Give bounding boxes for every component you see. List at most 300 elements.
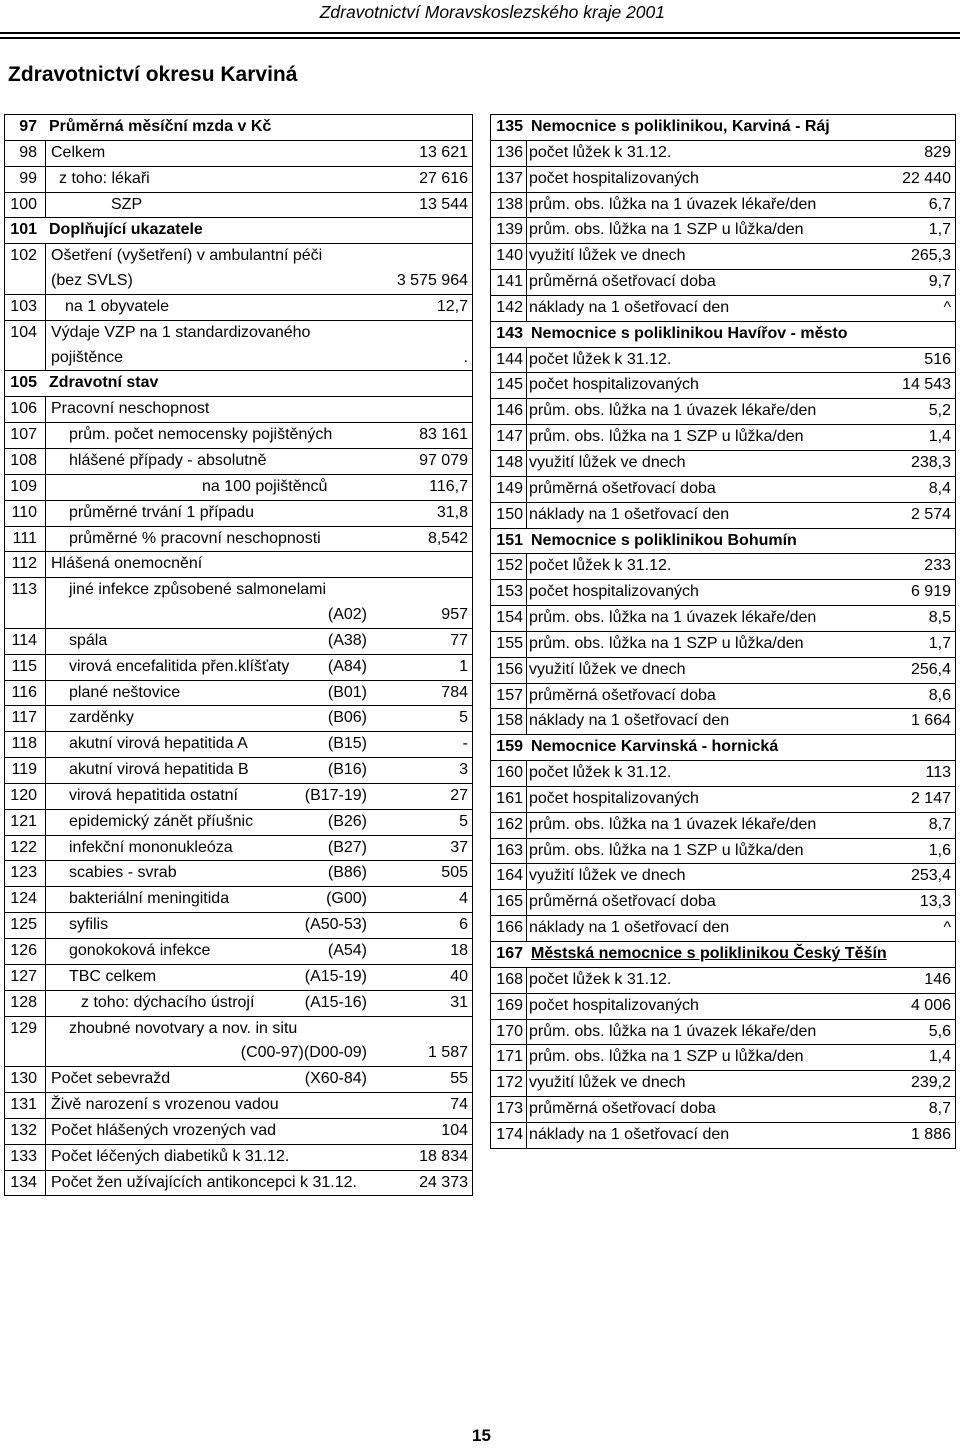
table-row [491,1122,955,1148]
row-number: 139 [496,221,523,239]
table-row [5,860,472,886]
table-row [5,217,472,243]
table-row [491,476,955,502]
row-value: 5 [459,812,468,830]
row-number: 159 [496,738,523,756]
row-value: 233 [924,557,951,575]
row-label: náklady na 1 ošetřovací den [529,298,730,316]
row-label: prům. obs. lůžka na 1 úvazek lékaře/den [529,195,817,213]
table-row [491,605,955,631]
table-row [491,760,955,786]
row-number: 162 [496,815,523,833]
row-number: 169 [496,996,523,1014]
row-label: virová encefalitida přen.klíšťaty [69,657,290,675]
row-label: počet hospitalizovaných [529,169,699,187]
table-row [5,654,472,680]
row-number: 133 [10,1147,37,1165]
row-value: 83 161 [419,426,468,444]
row-number: 170 [496,1022,523,1040]
row-label: spála [69,631,108,649]
row-number: 137 [496,169,523,187]
row-value: 1,4 [928,428,951,446]
row-label: průměrné trvání 1 případu [69,503,254,521]
row-number: 150 [496,505,523,523]
row-number: 154 [496,609,523,627]
left-table [4,114,473,1196]
table-row [491,347,955,373]
table-row [5,1170,472,1196]
row-number: 143 [496,324,523,342]
row-value: 256,4 [910,660,951,678]
table-row [491,1044,955,1070]
row-value: 1 886 [910,1125,951,1143]
table-row [5,396,472,422]
row-value [5,321,468,346]
row-value: 253,4 [910,867,951,885]
row-number: 97 [19,118,37,135]
table-row [491,1070,955,1096]
row-code: (C00-97)(D00-09) [240,1044,367,1062]
table-row [5,166,472,192]
row-value: 12,7 [436,297,468,315]
row-label: Počet žen užívajících antikoncepci k 31.12. [51,1173,357,1191]
row-value: 505 [441,864,468,882]
row-label: scabies - svrab [69,864,177,882]
row-value: 239,2 [910,1074,951,1092]
row-label: gonokoková infekce [69,942,211,959]
row-number: 99 [19,169,37,187]
row-value: 8,7 [928,815,951,833]
row-number: 118 [11,735,37,753]
table-row [5,551,472,577]
row-code: (B06) [327,709,367,727]
row-label: prům. obs. lůžka na 1 SZP u lůžka/den [529,634,804,652]
row-value: 6 [459,916,468,934]
row-label: využití lůžek ve dnech [529,660,686,678]
table-row [491,321,955,347]
table-row [491,812,955,838]
row-label: Počet hlášených vrozených vad [51,1121,277,1139]
row-value: 4 [459,890,468,908]
row-number: 136 [496,143,523,161]
row-value: 55 [450,1070,468,1088]
row-number: 144 [496,350,523,368]
row-number: 156 [496,660,523,678]
row-number: 157 [496,686,523,704]
row-code: (B16) [327,761,367,779]
row-label: prům. obs. lůžka na 1 SZP u lůžka/den [529,428,804,446]
table-row [491,502,955,528]
row-number: 151 [496,531,523,549]
row-code: (G00) [326,890,367,908]
row-value: 4 006 [910,996,951,1014]
row-value: 6 919 [910,583,951,601]
table-row [5,294,472,320]
row-label: náklady na 1 ošetřovací den [529,919,730,937]
row-label: prům. obs. lůžka na 1 úvazek lékaře/den [529,1022,817,1040]
table-row [491,631,955,657]
row-label: Průměrná měsíční mzda v Kč [49,118,272,135]
row-value: 146 [924,970,951,988]
row-number: 111 [12,529,37,547]
row-value [491,115,951,140]
row-value: 238,3 [910,453,951,471]
table-row [491,786,955,812]
row-label: Zdravotní stav [49,374,159,392]
row-label: využití lůžek ve dnech [529,453,686,471]
row-value: 2 147 [910,789,951,807]
table-row [5,192,472,218]
row-number: 152 [496,557,523,575]
table-row [491,838,955,864]
row-label: epidemický zánět příušnic [69,812,254,830]
row-value [5,552,468,577]
row-number: 138 [496,195,523,213]
row-label: náklady na 1 ošetřovací den [529,505,730,523]
row-label: prům. obs. lůžka na 1 SZP u lůžka/den [529,221,804,239]
table-row [491,941,955,967]
table-row [5,1092,472,1118]
row-number: 103 [10,297,37,315]
row-number: 173 [496,1100,523,1118]
row-label: Doplňující ukazatele [49,221,203,239]
row-value: 1 [459,657,468,675]
table-row [5,990,472,1016]
row-label: prům. obs. lůžka na 1 úvazek lékaře/den [529,402,817,420]
table-row [5,783,472,809]
table-row [491,166,955,192]
row-label: SZP [111,195,143,213]
table-row [491,708,955,734]
row-label: Pracovní neschopnost [51,400,210,418]
table-row [491,1096,955,1122]
row-number: 127 [10,967,37,985]
row-label: prům. obs. lůžka na 1 úvazek lékaře/den [529,609,817,627]
table-row [491,734,955,760]
row-code: (B01) [327,683,367,701]
table-row [491,553,955,579]
table-row [491,1019,955,1045]
row-label: průměrná ošetřovací doba [529,273,716,291]
table-row [5,912,472,938]
row-value [5,244,468,269]
row-number: 115 [11,657,37,675]
row-label: na 1 obyvatele [65,297,170,315]
row-value [5,1017,468,1042]
row-label: prům. obs. lůžka na 1 SZP u lůžka/den [529,841,804,859]
table-row [491,424,955,450]
row-value: 77 [450,631,468,649]
row-value: 27 [450,786,468,804]
row-number: 166 [496,919,523,937]
row-value: 2 574 [910,505,951,523]
row-value: 18 [450,942,468,959]
row-number: 134 [10,1173,37,1191]
row-code: (B27) [327,838,367,856]
row-number: 125 [10,916,37,934]
table-row [5,1118,472,1144]
row-number: 163 [496,841,523,859]
row-number: 124 [10,890,37,908]
row-number: 104 [10,323,37,341]
row-code: (A84) [327,657,367,675]
row-label: z toho: lékaři [59,169,150,187]
page-number: 15 [472,1426,491,1445]
row-label: využití lůžek ve dnech [529,867,686,885]
row-label: průměrná ošetřovací doba [529,686,716,704]
row-label: prům. počet nemocensky pojištěných [69,426,333,444]
row-value [491,942,951,967]
row-value: 1 664 [910,712,951,730]
table-row [5,731,472,757]
row-label: zhoubné novotvary a nov. in situ [69,1019,298,1037]
row-value [5,115,468,140]
table-row [491,657,955,683]
table-row [491,398,955,424]
row-label: průměrná ošetřovací doba [529,1100,716,1118]
row-value: 22 440 [902,169,951,187]
row-label: pojištěnce [51,348,124,366]
table-row [5,422,472,448]
row-number: 105 [10,374,37,392]
table-row [5,886,472,912]
row-number: 135 [496,118,523,135]
table-row [5,1041,472,1066]
row-number: 158 [496,712,523,730]
row-value: 8,7 [928,1100,951,1118]
header-rule-2 [0,37,960,39]
row-value: 3 [459,761,468,779]
table-row [5,346,472,371]
row-label: infekční mononukleóza [69,838,233,856]
table-row [5,1144,472,1170]
row-label: počet lůžek k 31.12. [529,143,672,161]
row-number: 164 [496,867,523,885]
row-label: bakteriální meningitida [69,890,230,908]
row-code: (A54) [327,942,367,959]
row-code: (B15) [327,735,367,753]
row-label: náklady na 1 ošetřovací den [529,712,730,730]
row-value [491,529,951,554]
row-number: 112 [11,555,37,573]
row-value: 13,3 [919,893,951,911]
table-row [491,967,955,993]
row-number: 126 [10,942,37,959]
table-row [491,683,955,709]
table-row [491,217,955,243]
row-label: počet lůžek k 31.12. [529,350,672,368]
row-value: 18 834 [419,1147,468,1165]
row-value: 1,7 [928,221,951,239]
row-label: počet hospitalizovaných [529,583,699,601]
row-value: 8,4 [928,479,951,497]
row-code: (A50-53) [304,916,367,934]
row-label: jiné infekce způsobené salmonelami [69,581,327,599]
row-value: - [462,735,468,753]
row-number: 108 [10,451,37,469]
row-value [491,322,951,347]
table-row [5,577,472,603]
row-value: 14 543 [902,376,951,394]
table-row [491,528,955,554]
row-label: Městská nemocnice s poliklinikou Český Těšín [531,945,887,962]
row-number: 146 [496,402,523,420]
row-label: Nemocnice s poliklinikou, Karviná - Ráj [531,118,830,135]
row-value [5,397,468,422]
table-row [491,140,955,166]
row-label: Nemocnice s poliklinikou Bohumín [531,531,797,549]
row-label: Nemocnice Karvinská - hornická [531,738,779,756]
row-label: prům. obs. lůžka na 1 SZP u lůžka/den [529,1048,804,1066]
row-value: 6,7 [928,195,951,213]
table-row [491,579,955,605]
right-table [490,114,956,1149]
row-label: počet lůžek k 31.12. [529,970,672,988]
row-label: Živě narození s vrozenou vadou [51,1096,279,1114]
row-value: 957 [441,606,468,624]
row-label: Počet sebevražd [51,1070,171,1088]
table-row [5,835,472,861]
row-label: plané neštovice [69,683,181,701]
row-number: 174 [496,1125,523,1143]
row-value: 5,2 [928,402,951,420]
row-label: zarděnky [69,709,134,727]
row-code: (A15-16) [304,993,367,1011]
row-value: ^ [943,298,951,316]
table-row [491,915,955,941]
row-label: akutní virová hepatitida B [69,761,249,779]
row-value: 74 [450,1096,468,1114]
table-row [5,964,472,990]
row-number: 131 [10,1096,37,1114]
row-number: 117 [11,709,37,727]
row-number: 121 [10,812,37,830]
row-label: počet hospitalizovaných [529,996,699,1014]
row-label: Ošetření (vyšetření) v ambulantní péči [51,247,323,265]
row-value [491,735,951,760]
row-number: 130 [10,1070,37,1088]
row-code: (B17-19) [304,786,367,804]
row-label: průměrná ošetřovací doba [529,479,716,497]
table-row [5,1016,472,1042]
row-number: 148 [496,453,523,471]
row-value: 829 [924,143,951,161]
table-row [491,889,955,915]
table-row [491,295,955,321]
table-row [5,370,472,396]
row-value: 13 621 [419,143,468,161]
row-number: 167 [496,945,523,962]
table-row [5,140,472,166]
row-number: 160 [496,764,523,782]
row-number: 122 [10,838,37,856]
row-number: 168 [496,970,523,988]
table-row [5,500,472,526]
row-number: 123 [10,864,37,882]
table-row [5,115,472,140]
row-label: Nemocnice s poliklinikou Havířov - město [531,324,848,342]
row-code: (A02) [327,606,367,624]
row-value: 1,7 [928,634,951,652]
row-number: 172 [496,1074,523,1092]
row-value: 27 616 [419,169,468,187]
table-row [491,269,955,295]
table-row [491,993,955,1019]
row-number: 145 [496,376,523,394]
row-value: 5 [459,709,468,727]
row-value: 1,6 [928,841,951,859]
row-number: 171 [496,1048,523,1066]
row-number: 149 [496,479,523,497]
table-row [5,448,472,474]
row-value: 265,3 [910,247,951,265]
row-number: 155 [496,634,523,652]
row-label: počet lůžek k 31.12. [529,764,672,782]
row-label: počet lůžek k 31.12. [529,557,672,575]
row-label: TBC celkem [69,967,157,985]
row-number: 119 [11,761,37,779]
row-number: 128 [10,993,37,1011]
row-value: 104 [441,1121,468,1139]
row-value: 8,542 [427,529,468,547]
running-header: Zdravotnictví Moravskoslezského kraje 2001 [319,2,665,22]
row-label: syfilis [69,916,109,934]
row-value: 8,6 [928,686,951,704]
row-number: 161 [496,789,523,807]
row-label: průměrné % pracovní neschopnosti [69,529,321,547]
row-label: virová hepatitida ostatní [69,786,238,804]
row-label: počet hospitalizovaných [529,789,699,807]
row-code: (A15-19) [304,967,367,985]
row-value: 24 373 [419,1173,468,1191]
table-row [5,320,472,346]
row-label: využití lůžek ve dnech [529,247,686,265]
row-value: 40 [450,967,468,985]
row-number: 141 [496,273,523,291]
row-number: 153 [496,583,523,601]
row-number: 140 [496,247,523,265]
table-row [5,628,472,654]
row-code: (X60-84) [304,1070,367,1088]
row-value: 97 079 [419,451,468,469]
table-row [491,863,955,889]
row-number: 102 [10,247,37,265]
row-value: ^ [943,919,951,937]
header-rule [0,32,960,34]
row-value: 31 [450,993,468,1011]
row-label: z toho: dýchacího ústrojí [81,993,255,1011]
row-label: (bez SVLS) [51,272,133,290]
table-row [5,938,472,964]
row-number: 107 [10,426,37,444]
table-row [491,372,955,398]
row-code: (A38) [327,631,367,649]
row-value: 1 587 [427,1044,468,1062]
row-label: využití lůžek ve dnech [529,1074,686,1092]
row-number: 109 [10,477,37,495]
table-row [491,192,955,218]
row-value: 113 [925,764,951,782]
row-value: 3 575 964 [396,272,468,290]
table-row [5,603,472,628]
table-row [5,809,472,835]
row-value: 116,7 [429,477,468,495]
row-label: prům. obs. lůžka na 1 úvazek lékaře/den [529,815,817,833]
row-value: 9,7 [928,273,951,291]
row-label: Výdaje VZP na 1 standardizovaného [51,323,311,341]
row-value: 37 [450,838,468,856]
row-number: 98 [19,143,37,161]
